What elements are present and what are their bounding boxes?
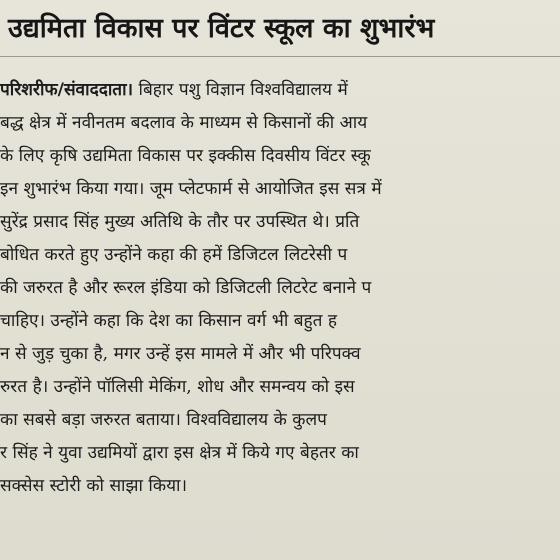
article-line: का सबसे बड़ा जरुरत बताया। विश्वविद्यालय के कुलप — [0, 410, 327, 430]
article-line: र सिंह ने युवा उद्यमियों द्वारा इस क्षेत्र में किये गए बेहतर का — [0, 443, 359, 463]
dateline: परिशरीफ/संवाददाता। — [0, 80, 134, 100]
article-body — [0, 74, 560, 503]
article-line: की जरुरत है और रूरल इंडिया को डिजिटली लिटरेट बनाने प — [0, 278, 372, 298]
article-line — [0, 74, 560, 107]
article-line: न से जुड़ चुका है, मगर उन्हें इस मामले में और भी परिपक्व — [0, 344, 361, 364]
headline: उद्यमिता विकास पर विंटर स्कूल का शुभारंभ — [8, 13, 435, 44]
article-line: बद्ध क्षेत्र में नवीनतम बदलाव के माध्यम से किसानों की आय — [0, 113, 368, 133]
article-line: सक्सेस स्टोरी को साझा किया। — [0, 476, 188, 496]
article-line: के लिए कृषि उद्यमिता विकास पर इक्कीस दिवसीय विंटर स्कू — [0, 146, 371, 166]
article-line: बोधित करते हुए उन्होंने कहा की हमें डिजिटल लिटरेसी प — [0, 245, 348, 265]
article-line: सुरेंद्र प्रसाद सिंह मुख्य अतिथि के तौर पर उपस्थित थे। प्रति — [0, 212, 360, 232]
article-line: इन शुभारंभ किया गया। जूम प्लेटफार्म से आयोजित इस सत्र में — [0, 179, 382, 199]
headline-divider — [0, 56, 560, 57]
article-line-text: बिहार पशु विज्ञान विश्वविद्यालय में — [133, 80, 348, 100]
article-line: रुरत है। उन्होंने पॉलिसी मेकिंग, शोध और समन्वय को इस — [0, 377, 355, 397]
article-line: चाहिए। उन्होंने कहा कि देश का किसान वर्ग भी बहुत ह — [0, 311, 338, 331]
